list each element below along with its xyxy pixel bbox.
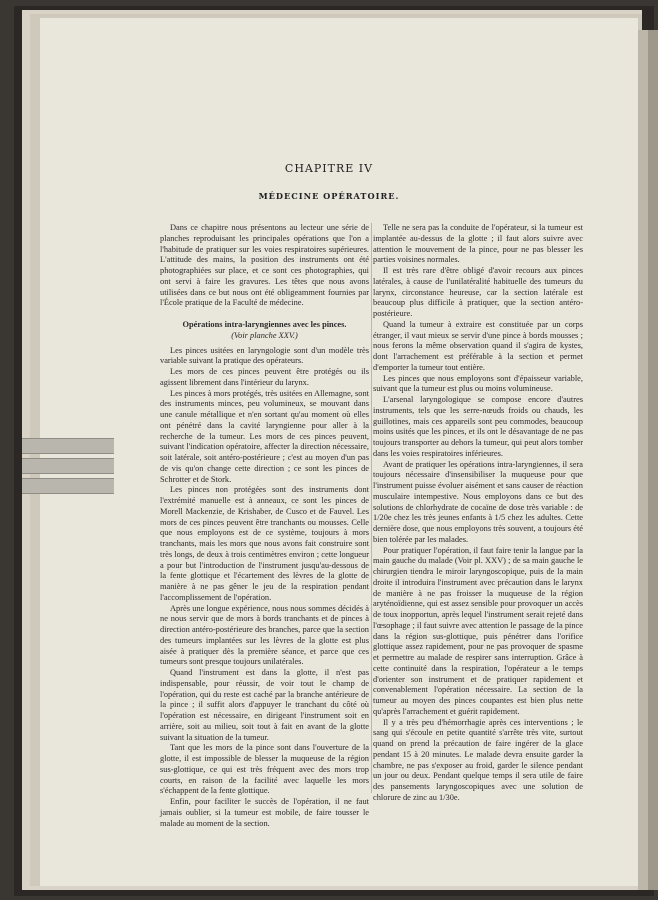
paragraph: Telle ne sera pas la conduite de l'opérateur, si la tumeur est implantée au-dessus de la glotte ; il faut alors suivre avec attention le mouvement de la pince, pour ne pas blesser les parties voisines normales. xyxy=(373,223,583,265)
paragraph: Les pinces usitées en laryngologie sont d'un modèle très variable suivant la pratique des opérateurs. xyxy=(160,345,369,366)
paragraph: Dans ce chapitre nous présentons au lecteur une série de planches reproduisant les principales opérations que l'on a l'habitude de pratiquer sur les voies respiratoires supérieures. L'attitude des mains, la position des instruments ont été photographiées sur place, et ce sont ces photographies, qui ont servi à faire les gravures. Les têtes que nous avons utilisées dans ce but nous ont été obligeamment fournies par l'École pratique de la Faculté de médecine. xyxy=(160,223,369,308)
chapter-title: CHAPITRE IV xyxy=(284,162,374,175)
paragraph: L'arsenal laryngologique se compose encore d'autres instruments, tels que les serre-nœuds froids ou chauds, les guillotines, mais ces appareils sont peu commodes, beaucoup moins usités que les pinces, et ils ont le désavantage de ne pas toujours transporter au dehors la tumeur, qui peut alors tomber dans les voies respiratoires inférieures. xyxy=(373,395,583,458)
paragraph: Quand la tumeur à extraire est constituée par un corps étranger, il vaut mieux se servir d'une pince à bords mousses ; nous ferons la même observation quand il s'agira de kystes, dont l'arrachement est préférable à la section et permet d'emporter la tumeur tout entière. xyxy=(373,319,583,372)
paragraph: Les pinces non protégées sont des instruments dont l'extrémité manuelle est à anneaux, ce sont les pinces de Morell Mackenzie, de Krishaber, de Cusco et de Fauvel. Les mors de ces pinces peuvent être tranchants ou mousses. Celle que nous employons est de ce système, toujours à mors tranchants, mais les mors que nous avons fait construire sont très longs, de deux à trois centimètres environ ; cette longueur a pour but l'introduction de l'instrument jusqu'au-dessous de la fente glottique et l'écartement des lèvres de la glotte de manière à ne pas gêner le jeu de la respiration pendant l'accomplissement de l'opération. xyxy=(160,485,369,602)
bookmark-ribbon xyxy=(22,410,114,560)
subsection-heading: Opérations intra-laryngiennes avec les pinces. xyxy=(182,320,347,329)
right-text-column xyxy=(373,223,583,804)
column-divider xyxy=(371,223,372,793)
section-title: MÉDECINE OPÉRATOIRE. xyxy=(258,191,400,201)
facing-page-shadow xyxy=(648,30,658,890)
paragraph: Tant que les mors de la pince sont dans l'ouverture de la glotte, il est impossible de blesser la muqueuse de la région sus-glottique, ce qui est très fréquent avec des mors trop courts, en raison de la facilité avec laquelle les mors s'échappent de la fente glottique. xyxy=(160,743,369,796)
paragraph: Enfin, pour faciliter le succès de l'opération, il ne faut jamais oublier, si la tumeur est mobile, de faire tousser le malade au moment de la section. xyxy=(160,797,369,828)
plate-reference: (Voir planche XXV.) xyxy=(231,330,298,340)
paragraph: Avant de pratiquer les opérations intra-laryngiennes, il sera toujours nécessaire d'insensibiliser la muqueuse pour que l'instrument puisse évoluer aisément et sans causer de réaction musculaire intempestive. Nous employons dans ce but des solutions de chlorhydrate de cocaïne de dose très variable : de 1/20e chez les très jeunes enfants à 1/5 chez les adultes. Cette dernière dose, que nous employons très souvent, a toujours été bien tolérée par les malades. xyxy=(373,459,583,544)
paragraph: Les pinces que nous employons sont d'épaisseur variable, suivant que la tumeur est plus ou moins volumineuse. xyxy=(373,373,583,394)
paragraph: Pour pratiquer l'opération, il faut faire tenir la langue par la main gauche du malade (Voir pl. XXV) ; de sa main gauche le chirurgien tiendra le miroir laryngoscopique, puis de la main droite il introduira l'instrument avec précaution dans le larynx de manière à ne pas froisser la muqueuse de la région aryténoïdienne, qui est assez sensible pour provoquer un accès de toux inopportun, après lequel l'instrument serait rejeté dans l'œsophage ; il faut suivre avec attention le passage de la pince dans la région sus-glottique, puis pénétrer dans l'orifice glottique assez rapidement, pour ne pas provoquer de spasme et permettre au malade de respirer sans interruption. Grâce à cette continuité dans la respiration, l'opérateur a le temps d'orienter son instrument et de pratiquer rapidement et convenablement l'opération nécessaire. La section de la tumeur au moyen des pinces coupantes est bien plus nette qu'après l'arrachement et guérit rapidement. xyxy=(373,545,583,716)
paragraph: Quand l'instrument est dans la glotte, il n'est pas indispensable, pour réussir, de voir tout le champ de l'opération, qui du reste est caché par la branche antérieure de la pince ; il suffit alors d'appuyer le tranchant du côté où l'opération est nécessaire, en dirigeant l'instrument soit en arrière, soit au milieu, soit tout à fait en avant de la glotte suivant la situation de la tumeur. xyxy=(160,668,369,742)
paragraph: Les mors de ces pinces peuvent être protégés ou ils agissent librement dans l'intérieur du larynx. xyxy=(160,367,369,387)
paragraph: Après une longue expérience, nous nous sommes décidés à ne nous servir que de mors à bords tranchants et de pinces à direction antéro-postérieure des branches, parce que la section des tumeurs implantées sur les lèvres de la glotte est plus aisée à pratiquer dès la première séance, et parce que ces tumeurs sont presque toujours unilatérales. xyxy=(160,603,369,667)
paragraph: Il y a très peu d'hémorrhagie après ces interventions ; le sang qui s'écoule en petite quantité s'arrête très vite, surtout quand on prend la précaution de faire ingérer de la glace pendant 15 à 20 minutes. Le malade devra ensuite garder la chambre, ne pas s'exposer au froid, garder le silence pendant un jour ou deux. Pendant quelque temps il sera utile de faire des pansements laryngoscopiques avec une solution de chlorure de zinc au 1/30e. xyxy=(373,717,583,802)
paragraph: Les pinces à mors protégés, très usitées en Allemagne, sont des instruments minces, peu volumineux, se mouvant dans une canule métallique et n'en sortant qu'au moment où elles ont pénétré dans la cavité laryngienne pour aller à la recherche de la tumeur. Les mors de ces pinces peuvent, suivant l'indication opératoire, affecter la direction nécessaire, soit latérale, soit antéro-postérieure ; c'est au moyen d'un pas de vis qu'on change cette direction ; ce sont les pinces de Schrotter et de Stork. xyxy=(160,388,369,484)
paragraph: Il est très rare d'être obligé d'avoir recours aux pinces latérales, à cause de l'unilatéralité habituelle des tumeurs du larynx, circonstance heureuse, car la section latérale est beaucoup plus difficile à pratiquer, que la section antéro-postérieure. xyxy=(373,266,583,318)
left-text-column xyxy=(160,223,369,829)
